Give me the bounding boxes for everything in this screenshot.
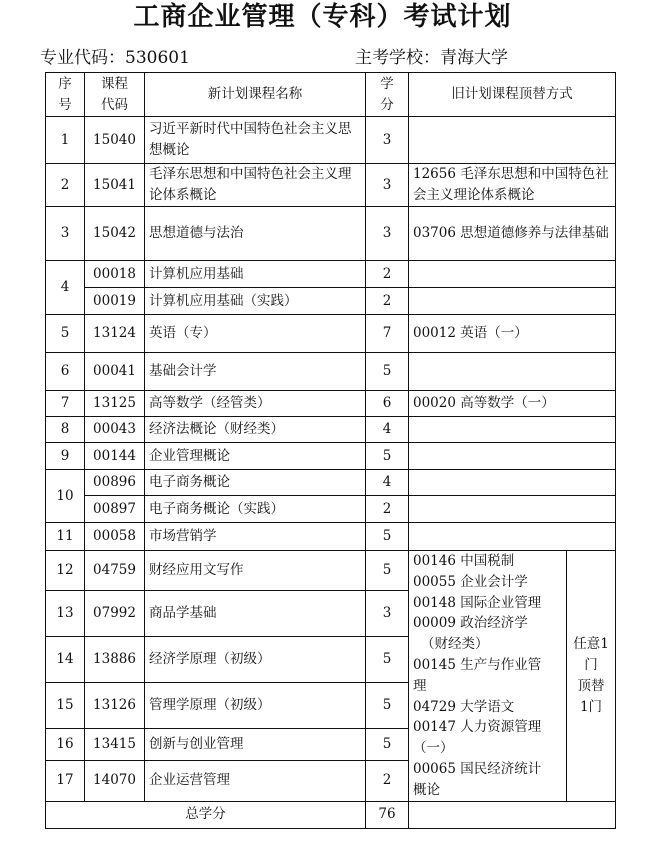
table-row: 5 13124 英语（专） 7 00012 英语（一） — [46, 315, 616, 353]
header-seq: 序 号 — [46, 73, 85, 117]
table-row: 3 15042 思想道德与法治 3 03706 思想道德修养与法律基础 — [46, 207, 616, 261]
table-row: 12 04759 财经应用文写作 5 00146 中国税制 00055 企业会计学 00148 国际企业管理 00009 政治经济学 （财经类） 00145 生产与作业管 理 04729 大学语文 00147 人力资源管理 （一） 00065 国民经济统计 概论 任意1 门 顶替 1门 — [46, 551, 616, 591]
substitution-list: 00146 中国税制 00055 企业会计学 00148 国际企业管理 00009 政治经济学 （财经类） 00145 生产与作业管 理 04729 大学语文 00147 人力资源管理 （一） 00065 国民经济统计 概论 — [409, 551, 567, 802]
exam-plan-table — [45, 72, 616, 829]
header-old-plan: 旧计划课程顶替方式 — [409, 73, 616, 117]
header-row — [46, 73, 616, 117]
table-row: 2 15041 毛泽东思想和中国特色社会主义理论体系概论 3 12656 毛泽东思想和中国特色社会主义理论体系概论 — [46, 164, 616, 207]
table-row: 8 00043 经济法概论（财经类） 4 — [46, 417, 616, 443]
total-row — [46, 801, 616, 828]
table-row: 10 00896 电子商务概论 4 — [46, 470, 616, 496]
examining-school: 主考学校：青海大学 — [355, 48, 508, 68]
table-row: 4 00018 计算机应用基础 2 — [46, 261, 616, 288]
header-credit: 学 分 — [366, 73, 409, 117]
table-row: 11 00058 市场营销学 5 — [46, 523, 616, 551]
table-row: 15 13126 管理学原理（初级） 5 — [46, 683, 616, 729]
page-title: 工商企业管理（专科）考试计划 — [133, 2, 512, 32]
table-row: 17 14070 企业运营管理 2 — [46, 761, 616, 801]
header-course-name: 新计划课程名称 — [145, 73, 366, 117]
header-code: 课程 代码 — [85, 73, 145, 117]
table-row: 00019 计算机应用基础（实践） 2 — [46, 288, 616, 315]
table-row: 9 00144 企业管理概论 5 — [46, 443, 616, 470]
table-row: 16 13415 创新与创业管理 5 — [46, 729, 616, 761]
total-value: 76 — [366, 801, 409, 828]
table-row: 1 15040 习近平新时代中国特色社会主义思想概论 3 — [46, 117, 616, 164]
total-label: 总学分 — [46, 801, 366, 828]
table-row: 7 13125 高等数学（经管类） 6 00020 高等数学（一） — [46, 391, 616, 417]
major-code: 专业代码：530601 — [40, 48, 190, 68]
table-row: 6 00041 基础会计学 5 — [46, 353, 616, 391]
substitution-note: 任意1 门 顶替 1门 — [567, 551, 616, 802]
table-row: 13 07992 商品学基础 3 — [46, 591, 616, 637]
table-row: 14 13886 经济学原理（初级） 5 — [46, 637, 616, 683]
table-row: 00897 电子商务概论（实践） 2 — [46, 496, 616, 523]
